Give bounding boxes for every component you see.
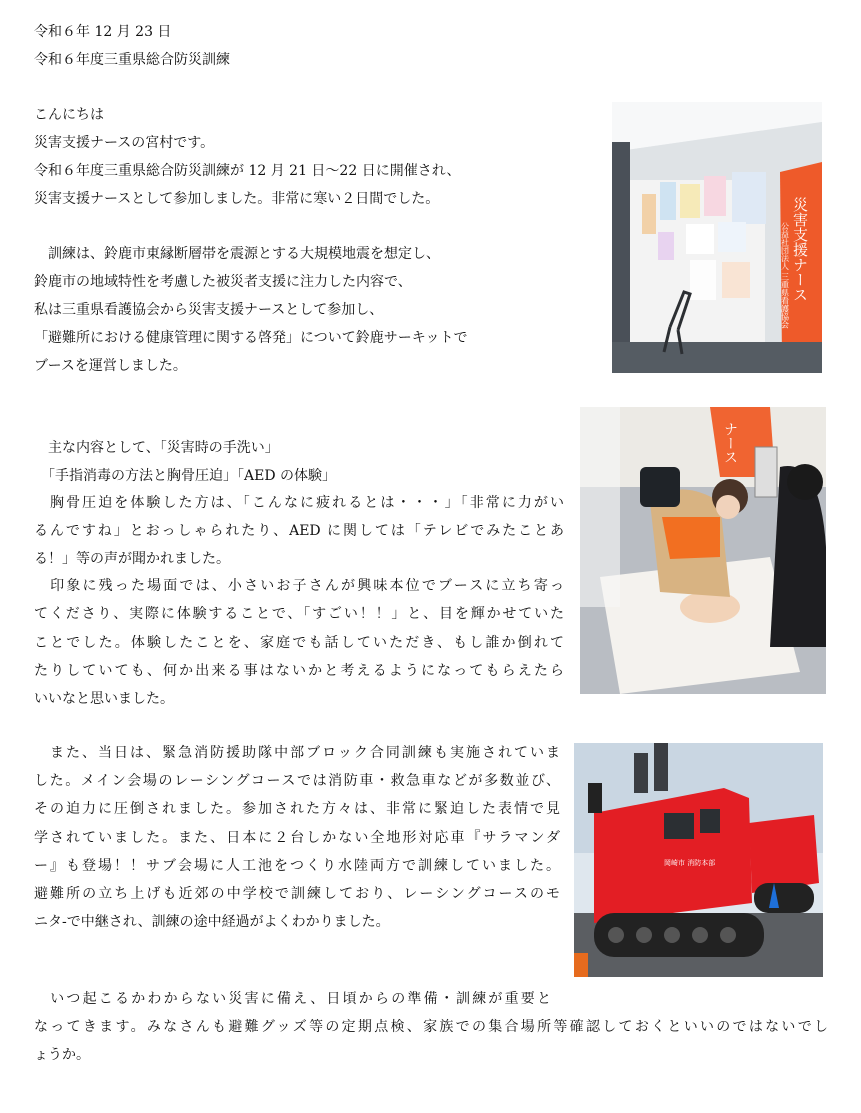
document-date: 令和６年 12 月 23 日	[34, 24, 172, 40]
content-line: 主な内容として、「災害時の手洗い」	[34, 440, 279, 456]
content-line: るんですね」とおっしゃられたり、AED に関しては「テレビでみたことあ	[34, 523, 564, 539]
greeting-line: こんにちは	[34, 107, 104, 123]
drill-line: 避難所の立ち上げも近郊の中学校で訓練しており、レーシングコースのモ	[34, 886, 560, 902]
document-title: 令和６年度三重県総合防災訓練	[34, 52, 230, 68]
booth-photo	[612, 102, 822, 373]
content-line: 印象に残った場面では、小さいお子さんが興味本位でブースに立ち寄っ	[34, 578, 564, 594]
training-line: 鈴鹿市の地域特性を考慮した被災者支援に注力した内容で、	[34, 274, 412, 290]
training-line: 私は三重県看護協会から災害支援ナースとして参加し、	[34, 302, 384, 318]
training-line: 「避難所における健康管理に関する啓発」について鈴鹿サーキットで	[34, 330, 468, 346]
content-line: ことでした。体験したことを、家庭でも話していただき、もし誰か倒れて	[34, 635, 564, 651]
closing-line: いつ起こるかわからない災害に備え、日頃からの準備・訓練が重要と	[34, 991, 551, 1007]
drill-line: した。メイン会場のレーシングコースでは消防車・救急車などが多数並び、	[34, 773, 560, 789]
content-line: たりしていても、何か出来る事はないかと考えるようになってもらえたら	[34, 663, 564, 679]
banner-text: ナース	[722, 422, 738, 464]
content-line: いいなと思いました。	[34, 691, 174, 707]
content-line: てくださり、実際に体験することで、「すごい！！」と、目を輝かせていた	[34, 606, 564, 622]
intro-line: 災害支援ナースとして参加しました。非常に寒い２日間でした。	[34, 191, 440, 207]
vehicle-door-text: 岡崎市 消防本部	[664, 859, 716, 867]
drill-line: ニタ-で中継され、訓練の途中経過がよくわかりました。	[34, 914, 390, 930]
content-line: 「手指消毒の方法と胸骨圧迫」「AED の体験」	[34, 468, 337, 484]
drill-line: その迫力に圧倒されました。参加された方々は、非常に緊迫した表情で見	[34, 801, 560, 817]
training-line: 訓練は、鈴鹿市東縁断層帯を震源とする大規模地震を想定し、	[34, 246, 440, 262]
banner-text: 災害支援ナース	[791, 197, 809, 302]
closing-line: ょうか。	[34, 1047, 90, 1063]
banner-subtext: 公益社団法人 三重県看護協会	[780, 222, 790, 329]
drill-line: 学されていました。また、日本に２台しかない全地形対応車『サラマンダ	[34, 830, 560, 846]
cpr-photo	[580, 407, 826, 694]
training-line: ブースを運営しました。	[34, 358, 187, 374]
drill-line: ー』も登場！！サブ会場に人工池をつくり水陸両方で訓練していました。	[34, 858, 560, 874]
intro-line: 令和６年度三重県総合防災訓練が 12 月 21 日～22 日に開催され、	[34, 163, 461, 179]
closing-line: なってきます。みなさんも避難グッズ等の定期点検、家族での集合場所等確認しておくといいのではないでし	[34, 1019, 828, 1035]
vehicle-photo	[574, 743, 823, 977]
drill-line: また、当日は、緊急消防援助隊中部ブロック合同訓練も実施されていま	[34, 745, 560, 761]
content-line: る！」等の声が聞かれました。	[34, 551, 230, 567]
intro-line: 災害支援ナースの宮村です。	[34, 135, 215, 151]
content-line: 胸骨圧迫を体験した方は、「こんなに疲れるとは・・・」「非常に力がい	[34, 495, 564, 511]
